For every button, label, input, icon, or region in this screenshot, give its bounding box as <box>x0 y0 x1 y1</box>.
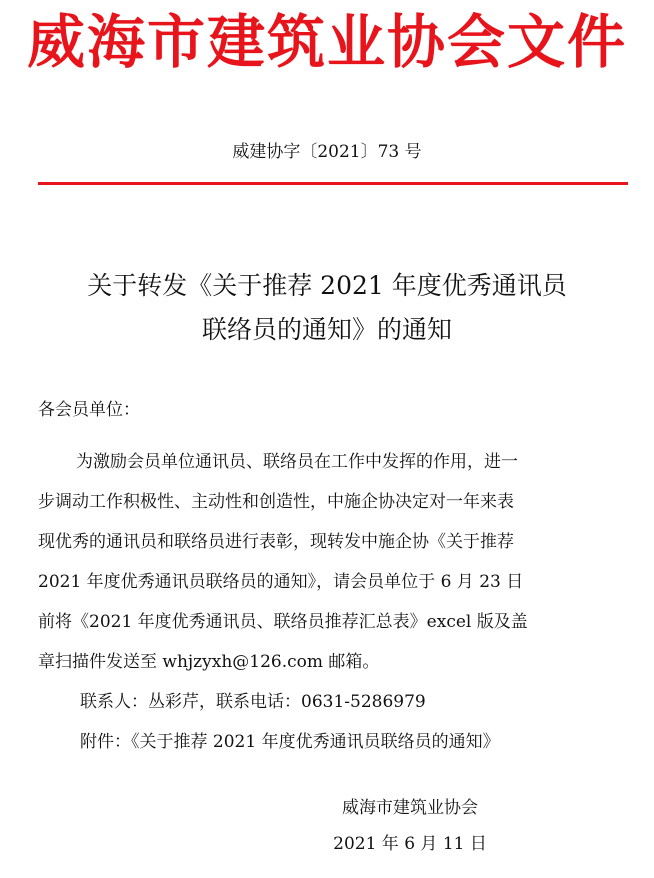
body-line-1: 为激励会员单位通讯员、联络员在工作中发挥的作用，进一 <box>76 452 518 472</box>
body-line-5: 前将《2021 年度优秀通讯员、联络员推荐汇总表》excel 版及盖 <box>38 612 528 632</box>
notice-title-line-2: 联络员的通知》的通知 <box>201 315 452 344</box>
attachment-line: 附件：《关于推荐 2021 年度优秀通讯员联络员的通知》 <box>80 732 500 752</box>
salutation: 各会员单位： <box>38 400 140 420</box>
notice-body <box>38 442 628 762</box>
contact-line: 联系人：丛彩芹，联系电话：0631-5286979 <box>80 692 426 712</box>
body-line-2: 步调动工作积极性、主动性和创造性，中施企协决定对一年来表 <box>38 492 514 512</box>
document-number: 威建协字〔2021〕73 号 <box>232 142 422 162</box>
body-line-4: 2021 年度优秀通讯员联络员的通知》，请会员单位于 6 月 23 日 <box>38 572 524 592</box>
header-divider <box>38 182 628 185</box>
document-header-title: 威海市建筑业协会文件 <box>26 8 627 76</box>
body-line-3: 现优秀的通讯员和联络员进行表彰，现转发中施企协《关于推荐 <box>38 532 514 552</box>
signature-date: 2021 年 6 月 11 日 <box>333 834 487 854</box>
notice-title-line-1: 关于转发《关于推荐 2021 年度优秀通讯员 <box>87 271 567 300</box>
signature-organization: 威海市建筑业协会 <box>342 798 478 818</box>
signature-block <box>300 790 520 862</box>
body-line-6: 章扫描件发送至 whjzyxh@126.com 邮箱。 <box>38 652 380 672</box>
notice-title <box>0 264 654 352</box>
